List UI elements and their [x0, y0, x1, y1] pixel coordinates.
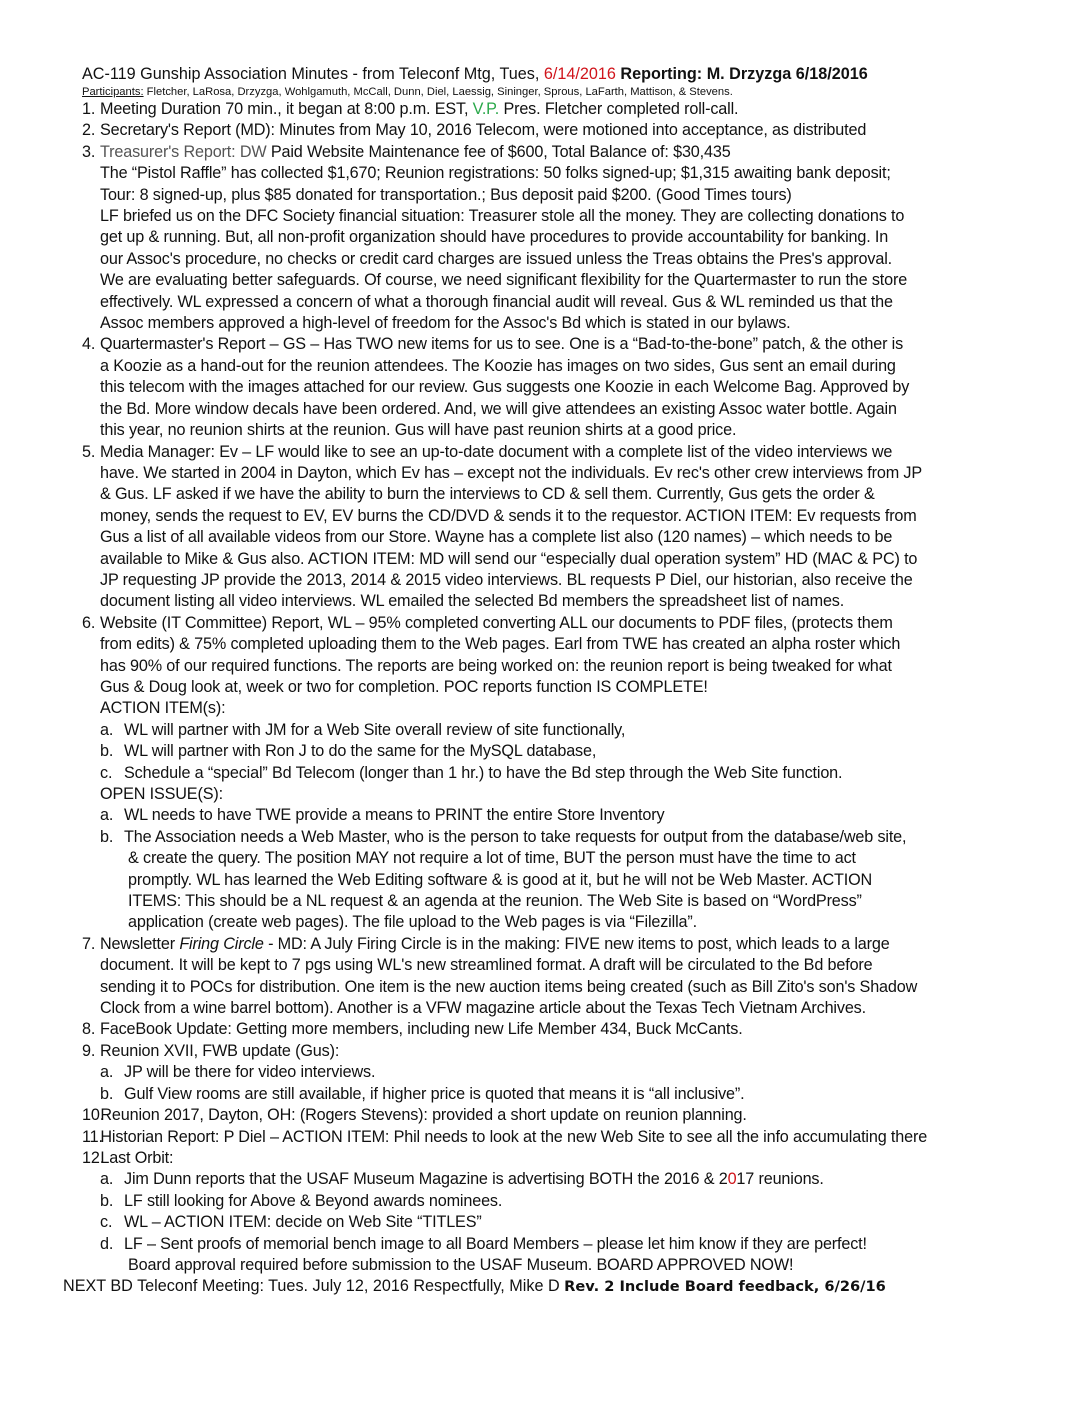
item-5-line: JP requesting JP provide the 2013, 2014 & 2015 video interviews. BL requests P Diel, our historian, also receive the	[100, 570, 913, 589]
sub-letter: a.	[100, 806, 114, 825]
action-item	[82, 763, 1028, 784]
item-5-line: Gus a list of all available videos from our Store. Wayne has a complete list also (120 names) – which needs to be	[100, 528, 893, 547]
footer-line	[63, 1276, 1028, 1297]
item-number: 12.	[82, 1148, 105, 1167]
item-12	[82, 1148, 1028, 1169]
open-issue-line: ITEMS: This should be a NL request & an agenda at the reunion. The Web Site is based on “WordPress”	[128, 892, 862, 911]
next-meeting-text: NEXT BD Teleconf Meeting: Tues. July 12, 2016 Respectfully, Mike D	[63, 1277, 565, 1296]
participants-line	[82, 85, 1028, 99]
sub-text: The Association needs a Web Master, who is the person to take requests for output from the database/web site,	[124, 827, 907, 846]
revision-note: Rev. 2 Include Board feedback, 6/26/16	[564, 1278, 886, 1296]
item-3-line: LF briefed us on the DFC Society financial situation: Treasurer stole all the money. They are collecting donations to	[100, 207, 905, 226]
item-3-line: Assoc members approved a high-level of freedom for the Assoc's Bd which is stated in our bylaws.	[100, 314, 791, 333]
open-issue-line: application (create web pages). The file upload to the Web pages is via “Filezilla”.	[128, 913, 697, 932]
open-issues-label: OPEN ISSUE(S):	[100, 785, 223, 803]
sub-text: JP will be there for video interviews.	[124, 1063, 376, 1082]
item-3-line: We are evaluating better safeguards. Of course, we need significant flexibility for the Quartermaster to run the store	[100, 271, 908, 290]
sub-letter: b.	[100, 742, 114, 761]
sub-item	[82, 1169, 1028, 1190]
sub-text: WL – ACTION ITEM: decide on Web Site “TITLES”	[124, 1213, 482, 1232]
action-items-label: ACTION ITEM(s):	[100, 699, 226, 718]
action-item	[82, 741, 1028, 762]
item-text: Reunion 2017, Dayton, OH: (Rogers Stevens): provided a short update on reunion planning.	[100, 1106, 747, 1125]
item-3-line: effectively. WL expressed a concern of what a thorough financial audit will reveal. Gus & WL reminded us that the	[100, 292, 893, 311]
item-text: FaceBook Update: Getting more members, including new Life Member 434, Buck McCants.	[100, 1020, 743, 1039]
item-5-line: & Gus. LF asked if we have the ability to burn the interviews to CD & sell them. Currently, Gus gets the order &	[100, 485, 875, 504]
sub-letter: b.	[100, 1191, 114, 1210]
minutes-document	[63, 64, 1028, 1298]
sub-item	[82, 1062, 1028, 1083]
item-number: 7.	[82, 934, 96, 953]
item-text: Website (IT Committee) Report, WL – 95% completed converting ALL our documents to PDF files, (protects them	[100, 613, 893, 632]
item-8	[82, 1019, 1028, 1040]
item-number: 6.	[82, 613, 96, 632]
open-issue-line: promptly. WL has learned the Web Editing software & is good at it, but he will not be Web Master. ACTION	[128, 870, 873, 889]
item-11	[82, 1127, 1028, 1148]
sub-text: 17 reunions.	[736, 1170, 824, 1189]
sub-text: Schedule a “special” Bd Telecom (longer than 1 hr.) to have the Bd step through the Web Site function.	[124, 763, 843, 782]
item-text: Reunion XVII, FWB update (Gus):	[100, 1041, 340, 1060]
item-number: 3.	[82, 142, 96, 161]
sub-letter: c.	[100, 1213, 113, 1232]
item-2	[82, 120, 1028, 141]
item-4-line: this year, no reunion shirts at the reunion. Gus will have past reunion shirts at a good price.	[100, 421, 737, 440]
item-4	[82, 334, 1028, 355]
item-text: Secretary's Report (MD): Minutes from May 10, 2016 Telecom, were motioned into acceptance, as distributed	[100, 121, 867, 140]
item-6-line: from edits) & 75% completed uploading them to the Web pages. Earl from TWE has created an alpha roster which	[100, 635, 901, 654]
item-number: 11.	[82, 1127, 103, 1146]
vp-text: V.P.	[472, 100, 500, 118]
item-6	[82, 613, 1028, 634]
sub-text: LF still looking for Above & Beyond awards nominees.	[124, 1191, 503, 1210]
sub-text: WL will partner with Ron J to do the same for the MySQL database,	[124, 742, 597, 761]
item-text: Historian Report: P Diel – ACTION ITEM: Phil needs to look at the new Web Site to see all the info accumulating there	[100, 1127, 928, 1146]
sub-text: LF – Sent proofs of memorial bench image to all Board Members – please let him know if they are perfect!	[124, 1234, 867, 1253]
sub-text: Gulf View rooms are still available, if higher price is quoted that means it is “all inclusive”.	[124, 1084, 745, 1103]
item-1	[82, 99, 1028, 120]
document-title	[82, 64, 1028, 85]
sub-letter: d.	[100, 1234, 114, 1253]
item-text: Pres. Fletcher completed roll-call.	[499, 100, 739, 118]
item-5-line: have. We started in 2004 in Dayton, which Ev has – except not the individuals. Ev rec's other crew interviews from JP	[100, 463, 922, 482]
item-number: 9.	[82, 1041, 96, 1060]
sub-item	[82, 1084, 1028, 1105]
item-3-line: get up & running. But, all non-profit organization should have procedures to provide accountability for banking. In	[100, 228, 889, 247]
item-5-line: money, sends the request to EV, EV burns the CD/DVD & sends it to the requestor. ACTION ITEM: Ev requests from	[100, 506, 917, 525]
item-3	[82, 142, 1028, 163]
item-5-line: document listing all video interviews. WL emailed the selected Bd members the spreadsheet list of names.	[100, 592, 845, 611]
sub-letter: b.	[100, 827, 114, 846]
sub-item-line: Board approval required before submission to the USAF Museum. BOARD APPROVED NOW!	[128, 1255, 794, 1274]
treasurer-label: Treasurer's Report: DW	[100, 142, 267, 161]
open-issue	[82, 805, 1028, 826]
action-item	[82, 720, 1028, 741]
item-4-line: the Bd. More window decals have been ordered. And, we will give attendees an existing Assoc water bottle. Again	[100, 399, 897, 418]
item-number: 8.	[82, 1020, 96, 1039]
item-text: Quartermaster's Report – GS – Has TWO new items for us to see. One is a “Bad-to-the-bone” patch, & the other is	[100, 335, 904, 354]
item-text: Newsletter	[100, 934, 180, 953]
participants-names: Fletcher, LaRosa, Drzyzga, Wohlgamuth, McCall, Dunn, Diel, Laessig, Sininger, Sprous, LaFarth, Mattison, & Stevens.	[143, 86, 733, 98]
sub-text: WL needs to have TWE provide a means to PRINT the entire Store Inventory	[124, 806, 665, 825]
item-3-line: The “Pistol Raffle” has collected $1,670; Reunion registrations: 50 folks signed-up; $1,315 awaiting bank deposit;	[100, 164, 891, 183]
item-6-line: has 90% of our required functions. The reports are being worked on: the reunion report is being tweaked for what	[100, 656, 892, 675]
item-5-line: available to Mike & Gus also. ACTION ITEM: MD will send our “especially dual operation system” HD (MAC & PC) to	[100, 549, 918, 568]
open-issue	[82, 827, 1028, 848]
item-text: - MD: A July Firing Circle is in the making: FIVE new items to post, which leads to a large	[263, 934, 890, 953]
participants-label: Participants:	[82, 86, 144, 98]
item-9	[82, 1041, 1028, 1062]
newsletter-name: Firing Circle	[179, 934, 264, 953]
item-5	[82, 442, 1028, 463]
sub-letter: a.	[100, 1063, 114, 1082]
sub-text: WL will partner with JM for a Web Site overall review of site functionally,	[124, 720, 626, 739]
item-7-line: document. It will be kept to 7 pgs using WL's new streamlined format. A draft will be circulated to the Bd before	[100, 956, 873, 975]
item-10	[82, 1105, 1028, 1126]
sub-letter: b.	[100, 1084, 114, 1103]
item-text: Media Manager: Ev – LF would like to see an up-to-date document with a complete list of the video interviews we	[100, 442, 893, 461]
item-text: Paid Website Maintenance fee of $600, Total Balance of: $30,435	[266, 142, 731, 161]
item-6-line: Gus & Doug look at, week or two for completion. POC reports function IS COMPLETE!	[100, 677, 708, 696]
title-text: AC-119 Gunship Association Minutes - from Teleconf Mtg, Tues,	[82, 65, 544, 83]
item-4-line: a Koozie as a hand-out for the reunion attendees. The Koozie has images on two sides, Gus sent an email during	[100, 356, 896, 375]
item-number: 4.	[82, 335, 96, 354]
item-4-line: this telecom with the images attached for our review. Gus suggests one Koozie in each Welcome Bag. Approved by	[100, 378, 910, 397]
item-7	[82, 934, 1028, 955]
highlighted-digit: 0	[727, 1170, 737, 1189]
sub-letter: a.	[100, 1170, 114, 1189]
item-number: 10.	[82, 1106, 105, 1125]
reporting-line: Reporting: M. Drzyzga 6/18/2016	[615, 65, 868, 83]
item-7-line: sending it to POCs for distribution. One item is the new auction items being created (such as Bill Zito's son's Shadow	[100, 977, 918, 996]
item-number: 2.	[82, 121, 96, 140]
item-text: Meeting Duration 70 min., it began at 8:00 p.m. EST,	[100, 100, 473, 118]
sub-item	[82, 1212, 1028, 1233]
item-7-line: Clock from a wine barrel bottom). Another is a VFW magazine article about the Texas Tech Vietnam Archives.	[100, 999, 866, 1018]
sub-letter: c.	[100, 763, 113, 782]
item-number: 1.	[82, 100, 96, 118]
item-text: Last Orbit:	[100, 1148, 174, 1167]
item-3-line: our Assoc's procedure, no checks or credit card charges are issued unless the Treas obtains the Pres's approval.	[100, 249, 892, 268]
item-number: 5.	[82, 442, 96, 461]
sub-item	[82, 1191, 1028, 1212]
item-3-line: Tour: 8 signed-up, plus $85 donated for transportation.; Bus deposit paid $200. (Good Times tours)	[100, 185, 792, 204]
sub-text: Jim Dunn reports that the USAF Museum Magazine is advertising BOTH the 2016 & 2	[124, 1170, 728, 1189]
sub-letter: a.	[100, 720, 114, 739]
open-issue-line: & create the query. The position MAY not require a lot of time, BUT the person must have the time to act	[128, 849, 856, 868]
meeting-date: 6/14/2016	[543, 65, 616, 83]
sub-item	[82, 1234, 1028, 1255]
